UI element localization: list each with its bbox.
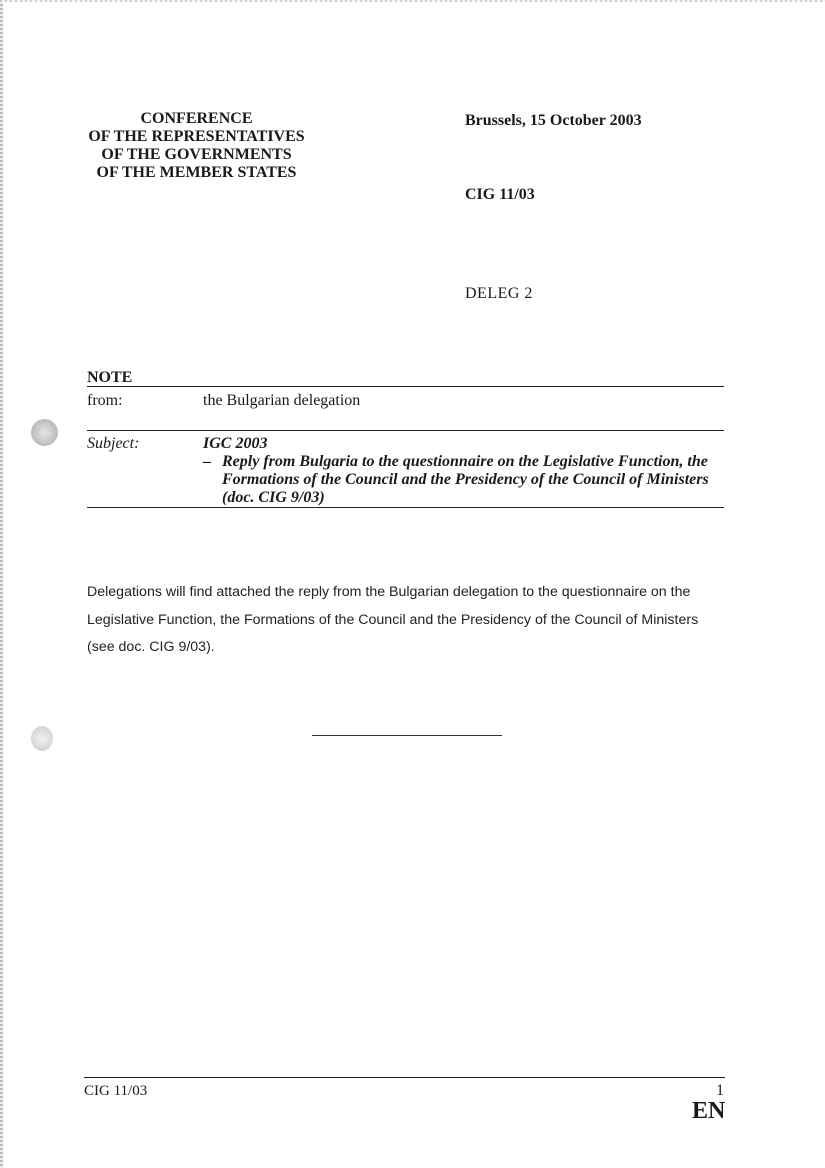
subject-item	[203, 453, 728, 507]
subject-block	[203, 435, 728, 507]
from-label: from:	[87, 392, 123, 409]
conference-line: CONFERENCE	[140, 110, 253, 127]
page-number: 1	[716, 1082, 724, 1099]
end-separator	[312, 735, 502, 736]
from-value: the Bulgarian delegation	[203, 392, 361, 409]
subject-title: IGC 2003	[203, 435, 268, 452]
subject-label: Subject:	[87, 435, 140, 452]
body-line: (see doc. CIG 9/03).	[87, 639, 215, 655]
note-rule-top	[87, 386, 724, 387]
language-code: EN	[692, 1098, 726, 1124]
conference-line: OF THE GOVERNMENTS	[101, 146, 292, 163]
body-line: Legislative Function, the Formations of the Council and the Presidency of the Council of Ministers	[87, 611, 699, 628]
subject-line: Reply from Bulgaria to the questionnaire on the Legislative Function, the	[222, 453, 708, 470]
note-title: NOTE	[87, 369, 133, 386]
footer-rule	[84, 1077, 725, 1078]
classification-code: DELEG 2	[465, 285, 533, 302]
footer-document-reference: CIG 11/03	[84, 1083, 148, 1099]
scan-top-edge	[0, 0, 825, 2]
place-date: Brussels, 15 October 2003	[465, 112, 642, 129]
conference-line: OF THE REPRESENTATIVES	[88, 128, 305, 145]
body-paragraph	[87, 579, 737, 662]
note-rule-middle	[87, 430, 724, 431]
document-reference: CIG 11/03	[465, 186, 535, 203]
subject-dash: –	[203, 453, 211, 470]
body-line: Delegations will find attached the reply from the Bulgarian delegation to the questionnaire on the	[87, 584, 691, 600]
subject-line: (doc. CIG 9/03)	[222, 489, 325, 506]
punch-hole-lower	[31, 726, 53, 751]
note-rule-bottom	[87, 507, 724, 508]
subject-line: Formations of the Council and the Presidency of the Council of Ministers	[222, 471, 709, 488]
conference-line: OF THE MEMBER STATES	[96, 164, 297, 181]
conference-heading	[84, 110, 309, 182]
punch-hole-upper	[31, 419, 58, 446]
scan-edge	[0, 0, 3, 1168]
